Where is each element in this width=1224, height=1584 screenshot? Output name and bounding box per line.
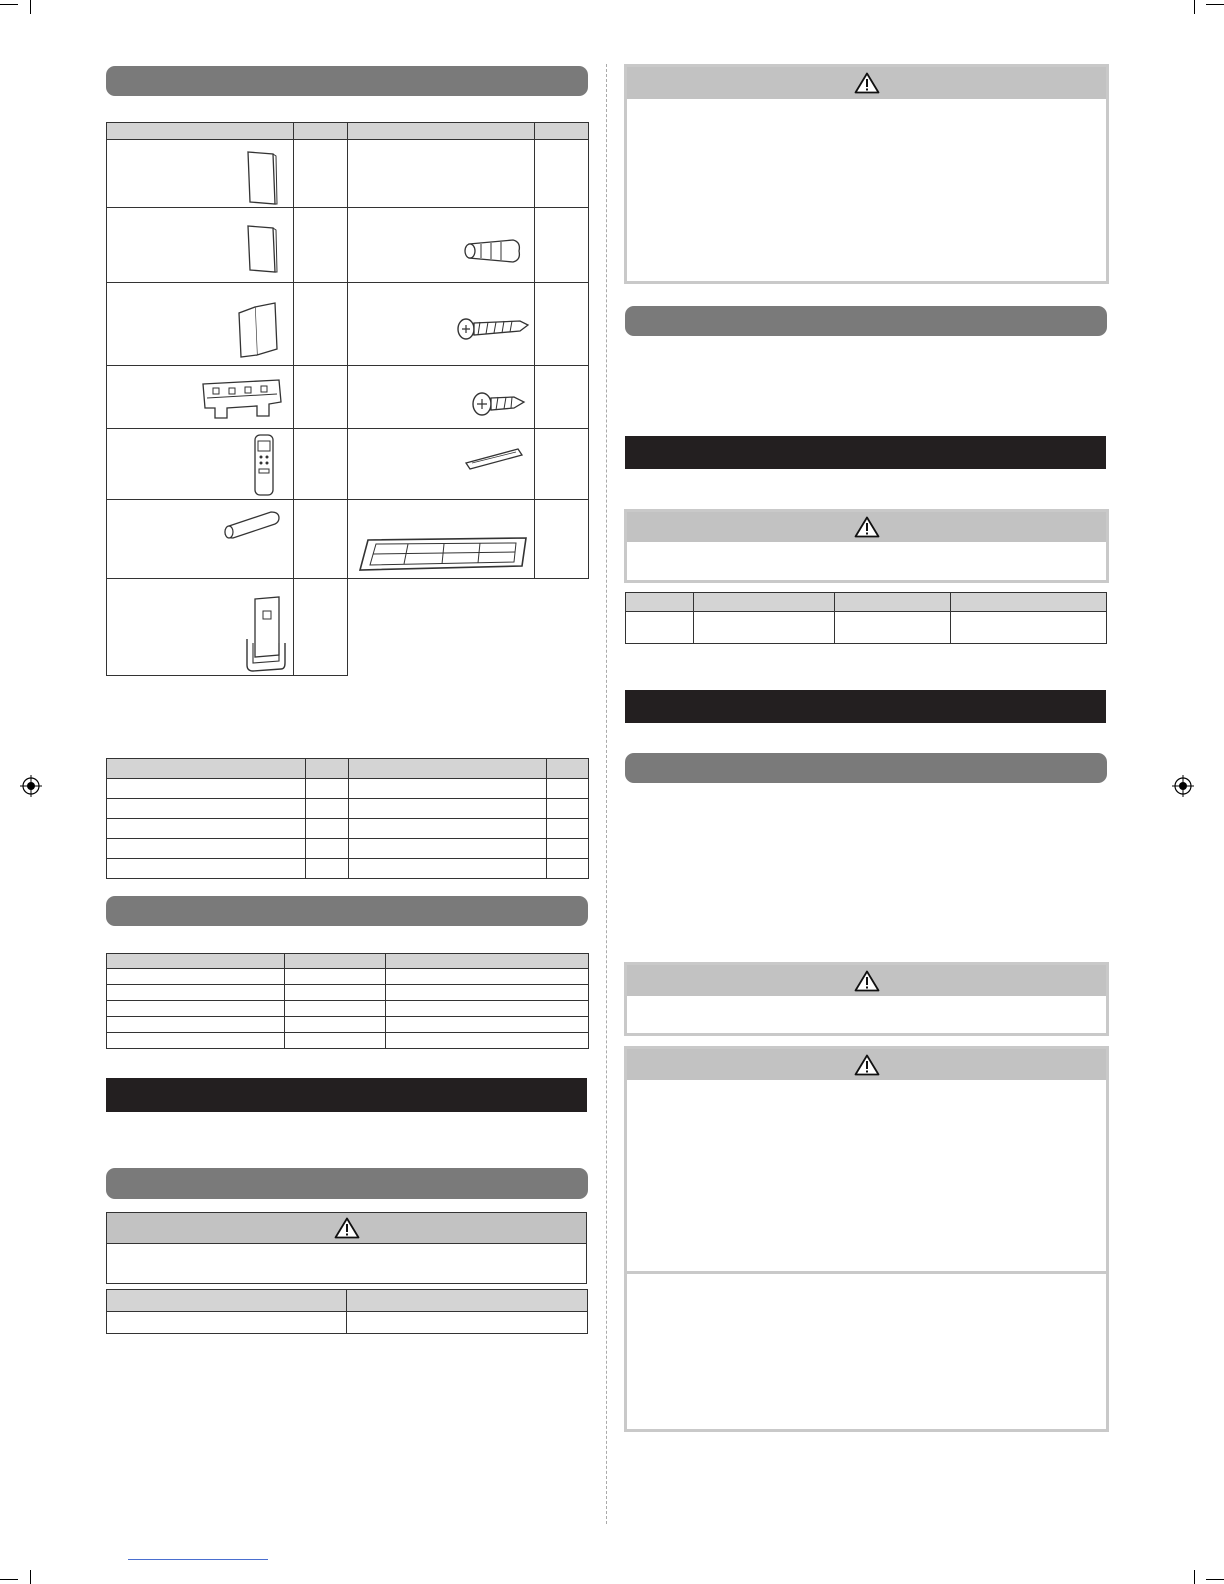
section-header-bar-location: [625, 753, 1107, 783]
table-header-cell: [535, 123, 589, 140]
table-cell: [535, 140, 589, 208]
table-header-cell: [306, 759, 349, 779]
table-cell: [626, 612, 694, 644]
table-cell: [951, 612, 1107, 644]
table-cell: [107, 819, 306, 839]
manual-booklet-icon: [245, 224, 279, 274]
table-cell: [349, 799, 547, 819]
table-cell: [349, 779, 547, 799]
table-cell: [294, 429, 348, 500]
caution-box: [106, 1212, 587, 1284]
table-cell: [306, 839, 349, 859]
table-cell: [285, 985, 386, 1001]
pipe-requirements-table: [106, 953, 589, 1049]
caution-box: [624, 509, 1109, 583]
table-cell: [285, 1033, 386, 1049]
table-cell: [535, 500, 589, 579]
table-header-cell: [547, 759, 589, 779]
optional-parts-table: [106, 758, 589, 879]
table-cell: [349, 859, 547, 879]
warning-triangle-icon: [854, 72, 880, 94]
table-cell: [349, 819, 547, 839]
table-cell: [107, 140, 294, 208]
table-cell: [107, 969, 285, 985]
table-cell: [107, 579, 294, 676]
table-cell: [294, 140, 348, 208]
table-cell: [386, 1017, 589, 1033]
table-header-cell: [835, 593, 951, 612]
table-cell: [294, 208, 348, 283]
table-cell: [535, 429, 589, 500]
table-cell: [107, 366, 294, 429]
table-cell-empty: [535, 579, 589, 676]
table-cell: [107, 1312, 347, 1334]
table-cell: [547, 839, 589, 859]
specification-table: [625, 592, 1107, 644]
caution-header: [627, 1049, 1106, 1080]
table-cell: [348, 283, 535, 366]
section-header-bar-pipe: [106, 896, 588, 926]
table-header-cell: [285, 954, 386, 969]
table-cell: [386, 1033, 589, 1049]
table-cell: [386, 985, 589, 1001]
section-header-bar-installation: [625, 306, 1107, 336]
section-header-bar-accessories: [106, 66, 588, 96]
table-header-cell: [626, 593, 694, 612]
crop-mark-bottom-left-h: [0, 1579, 18, 1580]
caution-header: [107, 1213, 586, 1244]
chapter-header-bar: [625, 436, 1106, 469]
crop-mark-top-left-h: [0, 4, 18, 5]
table-cell-empty: [348, 579, 535, 676]
table-cell: [348, 366, 535, 429]
table-cell: [386, 1001, 589, 1017]
table-cell: [306, 859, 349, 879]
caution-box: [624, 962, 1109, 1036]
table-cell: [107, 283, 294, 366]
table-header-cell: [294, 123, 348, 140]
crop-mark-top-right-v: [1194, 0, 1195, 14]
table-cell: [107, 985, 285, 1001]
warning-triangle-icon: [334, 1217, 360, 1239]
caution-divider: [627, 1271, 1106, 1274]
table-cell: [547, 819, 589, 839]
table-header-cell: [107, 759, 306, 779]
section-header-bar-electrical: [106, 1168, 588, 1199]
table-header-cell: [347, 1290, 588, 1312]
table-cell: [306, 819, 349, 839]
table-header-cell: [386, 954, 589, 969]
table-cell: [547, 859, 589, 879]
column-divider: [606, 64, 607, 1524]
table-cell: [835, 612, 951, 644]
air-filter-icon: [356, 534, 532, 572]
chapter-header-bar: [106, 1078, 587, 1112]
table-cell: [107, 429, 294, 500]
remote-controller-icon: [253, 433, 275, 497]
table-cell: [107, 1001, 285, 1017]
table-cell: [547, 779, 589, 799]
footer-link-underline: [128, 1559, 268, 1560]
table-cell: [349, 839, 547, 859]
table-cell: [348, 140, 535, 208]
table-cell: [348, 208, 535, 283]
table-cell: [285, 1017, 386, 1033]
registration-mark-icon: [1172, 775, 1194, 797]
crop-mark-top-left-v: [30, 0, 31, 14]
crop-mark-top-right-h: [1206, 4, 1224, 5]
caution-box: [624, 1046, 1109, 1432]
table-cell: [347, 1312, 588, 1334]
table-cell: [348, 500, 535, 579]
remote-controller-holder-icon: [241, 595, 287, 673]
caution-header: [627, 965, 1106, 996]
table-cell: [294, 579, 348, 676]
warning-triangle-icon: [854, 970, 880, 992]
table-cell: [547, 799, 589, 819]
crop-mark-bottom-right-h: [1206, 1579, 1224, 1580]
table-header-cell: [694, 593, 835, 612]
table-header-cell: [348, 123, 535, 140]
crop-mark-bottom-left-v: [30, 1570, 31, 1584]
table-cell: [294, 283, 348, 366]
table-cell: [535, 366, 589, 429]
registration-mark-icon: [20, 775, 42, 797]
fuse-capacity-table: [106, 1289, 588, 1334]
tapping-screw-long-icon: [456, 313, 530, 343]
table-header-cell: [951, 593, 1107, 612]
warning-triangle-icon: [854, 516, 880, 538]
table-header-cell: [107, 1290, 347, 1312]
folded-leaflet-icon: [235, 301, 281, 359]
crop-mark-bottom-right-v: [1194, 1570, 1195, 1584]
table-header-cell: [349, 759, 547, 779]
table-cell: [107, 1033, 285, 1049]
table-cell: [386, 969, 589, 985]
insulation-tape-icon: [462, 443, 526, 473]
manual-booklet-icon: [245, 150, 279, 206]
battery-icon: [221, 508, 283, 540]
chapter-header-bar: [625, 690, 1106, 723]
wall-plug-anchor-icon: [463, 236, 525, 266]
caution-header: [627, 512, 1106, 542]
table-cell: [294, 366, 348, 429]
table-cell: [306, 779, 349, 799]
table-cell: [348, 429, 535, 500]
table-cell: [535, 208, 589, 283]
table-cell: [535, 283, 589, 366]
warning-triangle-icon: [854, 1054, 880, 1076]
wall-mounting-bracket-icon: [199, 378, 283, 420]
table-cell: [306, 799, 349, 819]
table-cell: [285, 1001, 386, 1017]
table-cell: [107, 500, 294, 579]
table-cell: [107, 859, 306, 879]
table-cell: [107, 839, 306, 859]
table-header-cell: [107, 123, 294, 140]
table-cell: [107, 799, 306, 819]
table-cell: [107, 1017, 285, 1033]
table-cell: [285, 969, 386, 985]
table-cell: [694, 612, 835, 644]
caution-box: [624, 64, 1109, 284]
accessories-table: [106, 122, 589, 676]
table-cell: [107, 779, 306, 799]
tapping-screw-short-icon: [470, 388, 526, 418]
table-cell: [294, 500, 348, 579]
table-header-cell: [107, 954, 285, 969]
table-cell: [107, 208, 294, 283]
caution-header: [627, 67, 1106, 99]
